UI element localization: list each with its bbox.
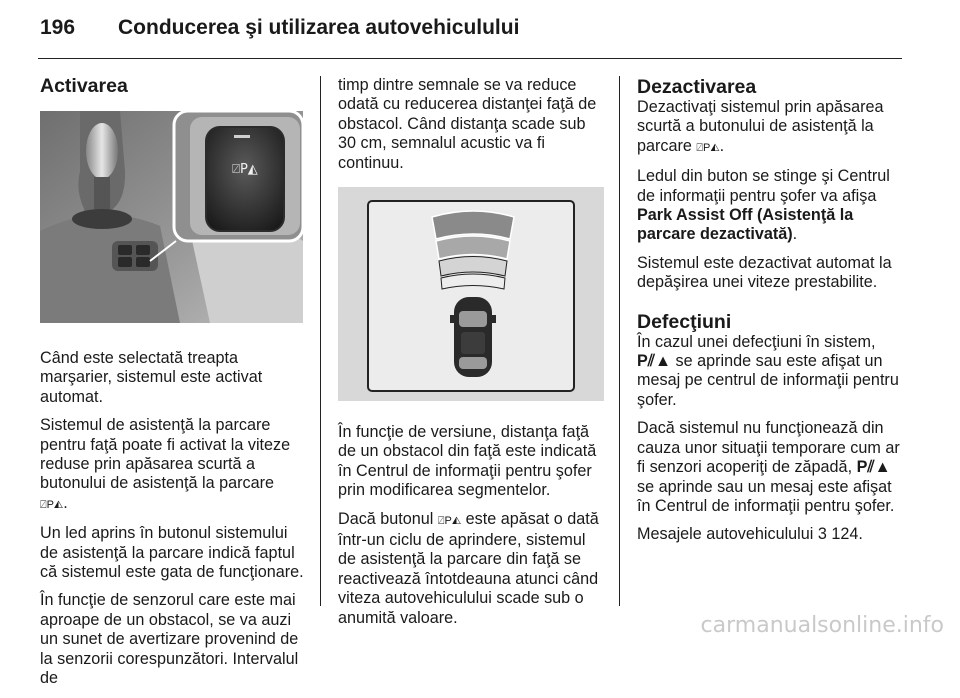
section-heading-faults: Defecţiuni — [637, 310, 732, 333]
page-number: 196 — [40, 16, 76, 39]
park-assist-fault-icon: P⫽▲ — [637, 352, 672, 371]
section-heading-deactivation: Dezactivarea — [637, 76, 757, 98]
paragraph: Dacă sistemul nu funcţionează din cauza unor situaţii temporare cum ar fi senzori acoperiţi de zăpadă, P⫽▲ se aprinde sau un mesaj este afişat în Centrul de informaţii pentru şofer. — [637, 419, 900, 515]
paragraph: timp dintre semnale se va reduce odată cu reducerea distanţei faţă de obstacol. Când distanţa scade sub 30 cm, semnalul acustic va fi continuu. — [338, 76, 597, 172]
parking-distance-diagram — [338, 187, 604, 401]
paragraph: Sistemul de asistenţă la parcare pentru faţă poate fi activat la viteze reduse prin apăsarea scurtă a butonului de asistenţă la parcare ⍁P◭. — [40, 416, 291, 512]
column-3 — [637, 76, 905, 554]
park-assist-fault-icon: P⫽▲ — [856, 458, 891, 477]
display-message: Park Assist Off (Asistenţă la parcare dezactivată) — [637, 206, 854, 244]
park-assist-icon: ⍁P◭ — [696, 141, 720, 154]
paragraph: În cazul unei defecţiuni în sistem, P⫽▲ se aprinde sau este afişat un mesaj pe centrul de informaţii pentru şofer. — [637, 332, 899, 409]
page-reference-link[interactable]: 3 124. — [817, 525, 863, 544]
paragraph: Mesajele autovehiculului 3 124. — [637, 525, 863, 544]
column-1 — [40, 72, 304, 698]
paragraph: În funcţie de senzorul care este mai aproape de un obstacol, se va auzi un sunet de avertizare provenind de la senzorii corespunzători. Intervalul de — [40, 591, 299, 688]
paragraph: În funcţie de versiune, distanţa faţă de un obstacol din faţă este indicată în Centrul de informaţii pentru şofer prin modificarea segmentelor. — [338, 423, 597, 500]
paragraph: Ledul din buton se stinge şi Centrul de informaţii pentru şofer va afişa Park Assist Off (Asistenţă la parcare dezactivată). — [637, 167, 890, 244]
watermark: carmanualsonline.info — [700, 613, 944, 638]
column-divider — [320, 76, 321, 606]
column-2 — [338, 76, 604, 637]
paragraph: Dezactivaţi sistemul prin apăsarea scurtă a butonului de asistenţă la parcare ⍁P◭. — [637, 98, 884, 155]
paragraph: Când este selectată treapta marşarier, sistemul este activat automat. — [40, 349, 263, 406]
paragraph: Un led aprins în butonul sistemului de asistenţă la parcare indică faptul că sistemul este gata de funcţionare. — [40, 524, 304, 582]
paragraph: Sistemul este dezactivat automat la depăşirea unei viteze prestabilite. — [637, 253, 892, 292]
car-icon — [450, 297, 496, 377]
column-divider — [619, 76, 620, 606]
park-assist-button-label: ⍁P◭ — [232, 162, 258, 177]
page-header — [0, 0, 960, 60]
paragraph: Dacă butonul ⍁P◭ este apăsat o dată într-un ciclu de aprindere, sistemul de asistenţă la parcare din faţă se reactivează întotdeauna atunci când viteza autovehiculului scade sub o anumită valoare. — [338, 509, 599, 627]
gear-console-photo — [40, 111, 303, 323]
park-assist-icon: ⍁P◭ — [437, 514, 462, 527]
park-assist-icon: ⍁P◭ — [40, 498, 64, 511]
section-heading-activation: Activarea — [40, 75, 128, 97]
page-title: Conducerea şi utilizarea autovehiculului — [118, 16, 520, 39]
header-rule — [38, 58, 902, 59]
